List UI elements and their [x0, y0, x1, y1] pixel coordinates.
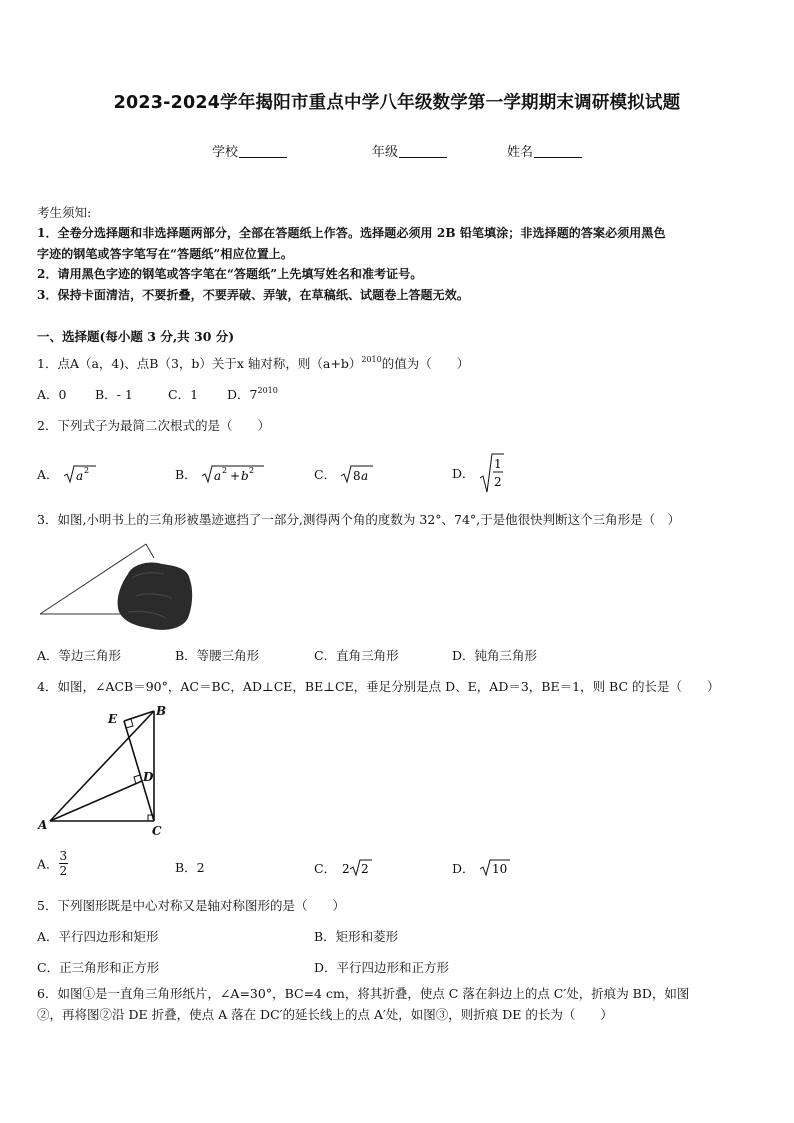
point-label-a: A	[38, 818, 48, 832]
root-ten-icon	[479, 858, 511, 878]
school-blank[interactable]	[239, 144, 287, 158]
segment-ab	[50, 711, 154, 821]
segment-ad	[50, 781, 142, 821]
q1-option-a[interactable]: A．0	[37, 387, 67, 402]
svg-text:2: 2	[342, 862, 350, 876]
svg-text:b: b	[240, 469, 249, 483]
q5-option-b[interactable]: B．矩形和菱形	[314, 929, 399, 944]
svg-text:10: 10	[491, 862, 507, 876]
svg-text:2: 2	[361, 862, 369, 876]
svg-text:a: a	[213, 469, 221, 483]
question-4-stem: 4．如图，∠ACB＝90°，AC＝BC，AD⊥CE，BE⊥CE，垂足分别是点 D、E，AD＝3，BE＝1，则 BC 的长是（ ）	[37, 679, 720, 694]
notice-item: 3．保持卡面清洁，不要折叠，不要弄破、弄皱，在草稿纸、试题卷上答题无效。	[37, 288, 469, 302]
section-heading: 一、选择题(每小题 3 分,共 30 分)	[37, 329, 235, 344]
sqrt-a-squared-icon	[63, 463, 97, 485]
svg-text:+: +	[229, 469, 240, 483]
notice-item: 1．全卷分选择题和非选择题两部分，全部在答题纸上作答。选择题必须用 2B 铅笔填涂；非选择题的答案必须用黑色	[37, 226, 666, 240]
q3-option-c[interactable]: C．直角三角形	[314, 648, 399, 663]
name-label: 姓名	[507, 145, 534, 160]
question-3-stem: 3．如图,小明书上的三角形被墨迹遮挡了一部分,测得两个角的度数为 32°、74°,于是他很快判断这个三角形是（ ）	[37, 512, 681, 527]
q5-option-a[interactable]: A．平行四边形和矩形	[37, 929, 159, 944]
grade-field[interactable]	[372, 141, 447, 160]
q5-option-d[interactable]: D．平行四边形和正方形	[314, 960, 450, 975]
grade-blank[interactable]	[399, 144, 447, 158]
notice-item: 2．请用黑色字迹的钢笔或答字笔在“答题纸”上先填写姓名和准考证号。	[37, 267, 423, 281]
svg-text:1: 1	[493, 457, 502, 471]
two-root-two-icon	[340, 858, 374, 878]
point-label-c: C	[152, 824, 162, 838]
svg-text:2: 2	[493, 475, 502, 489]
point-label-d: D	[143, 770, 154, 784]
q4-option-b[interactable]: B．2	[175, 860, 205, 875]
svg-text:a: a	[361, 469, 369, 483]
grade-label: 年级	[372, 145, 399, 160]
right-triangle-geometry-figure	[36, 703, 176, 839]
school-label: 学校	[212, 145, 239, 160]
q4-option-c[interactable]: C． 2 2	[314, 858, 374, 878]
q1-option-b[interactable]: B．- 1	[95, 387, 133, 402]
q2-option-c[interactable]: C． 8 a	[314, 463, 374, 485]
sqrt-sum-of-squares-icon	[201, 463, 265, 485]
point-label-b: B	[156, 704, 167, 718]
svg-text:a: a	[75, 469, 83, 483]
point-label-e: E	[108, 712, 118, 726]
q2-option-d[interactable]: D． 1 2	[452, 452, 505, 494]
ink-blotted-triangle-figure	[36, 538, 206, 638]
name-blank[interactable]	[534, 144, 582, 158]
q2-option-b[interactable]: B． a 2 + b 2	[175, 463, 265, 485]
question-2-stem: 2．下列式子为最简二次根式的是（ ）	[37, 418, 270, 433]
name-field[interactable]	[507, 141, 582, 160]
sqrt-one-half-icon	[479, 452, 505, 494]
svg-text:2: 2	[248, 466, 254, 475]
notice-heading: 考生须知:	[37, 205, 92, 220]
q4-option-d[interactable]: D． 10	[452, 858, 511, 878]
triangle-side-stub	[146, 544, 154, 558]
question-5-stem: 5．下列图形既是中心对称又是轴对称图形的是（ ）	[37, 898, 345, 913]
q3-option-a[interactable]: A．等边三角形	[37, 648, 122, 663]
q4-option-a[interactable]: A． $\frac{3}{2}$	[37, 849, 68, 878]
svg-text:8: 8	[353, 469, 361, 483]
svg-text:2: 2	[221, 466, 227, 475]
q1-option-c[interactable]: C．1	[168, 387, 199, 402]
question-6-line-2: ②，再将图②沿 DE 折叠，使点 A 落在 DC′的延长线上的点 A′处，如图③，则折痕 DE 的长为（ ）	[37, 1007, 613, 1022]
sqrt-8a-icon	[340, 463, 374, 485]
question-6-line-1: 6．如图①是一直角三角形纸片，∠A=30°，BC=4 cm，将其折叠，使点 C 落在斜边上的点 C′处，折痕为 BD，如图	[37, 986, 690, 1001]
q5-option-c[interactable]: C．正三角形和正方形	[37, 960, 160, 975]
question-1-stem: 1．点A（a，4)、点B（3，b）关于x 轴对称，则$(a+b)^{2010}$的值为（ ）	[37, 355, 470, 371]
q2-option-a[interactable]: A． a 2	[37, 463, 97, 485]
q1-option-d[interactable]: D．$7^{2010}$	[227, 386, 278, 402]
page-title: 2023-2024学年揭阳市重点中学八年级数学第一学期期末调研模拟试题	[113, 93, 681, 113]
notice-item: 字迹的钢笔或答字笔写在“答题纸”相应位置上。	[37, 247, 294, 261]
svg-text:2: 2	[83, 466, 89, 475]
q3-option-b[interactable]: B．等腰三角形	[175, 648, 260, 663]
school-field[interactable]	[212, 141, 287, 160]
q3-option-d[interactable]: D．钝角三角形	[452, 648, 538, 663]
